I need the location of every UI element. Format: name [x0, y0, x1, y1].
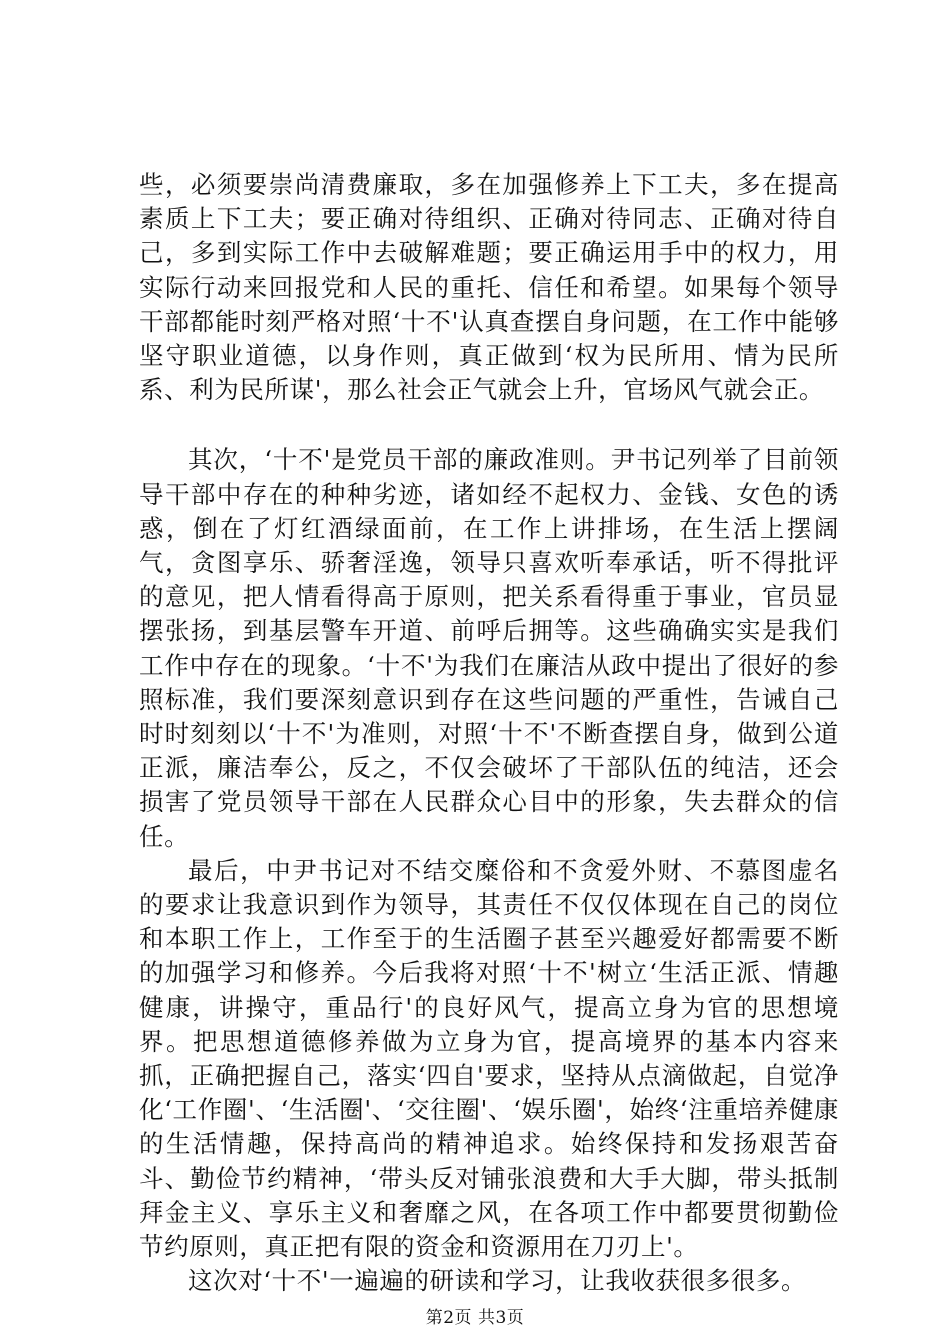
page-footer: 第2页 共3页	[425, 1308, 525, 1328]
document-body	[139, 168, 839, 1299]
paragraph-last-point: 最后，中尹书记对不结交糜俗和不贪爱外财、不慕图虚名的要求让我意识到作为领导，其责任不仅仅体现在自己的岗位和本职工作上，工作至于的生活圈子甚至兴趣爱好都需要不断的加强学习和修养。今后我将对照‘十不'树立‘生活正派、情趣健康，讲操守，重品行'的良好风气，提高立身为官的思想境界。把思想道德修养做为立身为官，提高境界的基本内容来抓，正确把握自己，落实‘四自'要求，坚持从点滴做起，自觉净化‘工作圈'、‘生活圈'、‘交往圈'、‘娱乐圈'，始终‘注重培养健康的生活情趣，保持高尚的精神追求。始终保持和发扬艰苦奋斗、勤俭节约精神，‘带头反对铺张浪费和大手大脚，带头抵制拜金主义、享乐主义和奢靡之风，在各项工作中都要贯彻勤俭节约原则，真正把有限的资金和资源用在刀刃上'。	[139, 855, 839, 1262]
paragraph-conclusion: 这次对‘十不'一遍遍的研读和学习，让我收获很多很多。	[188, 1266, 807, 1296]
paragraph-continued: 些，必须要崇尚清费廉取，多在加强修养上下工夫，多在提高素质上下工夫；要正确对待组织、正确对待同志、正确对待自己，多到实际工作中去破解难题；要正确运用手中的权力，用实际行动来回报党和人民的重托、信任和希望。如果每个领导干部都能时刻严格对照‘十不'认真查摆自身问题，在工作中能够坚守职业道德，以身作则，真正做到‘权为民所用、情为民所系、利为民所谋'，那么社会正气就会上升，官场风气就会正。	[139, 170, 839, 405]
paragraph-second-point: 其次，‘十不'是党员干部的廉政准则。尹书记列举了目前领导干部中存在的种种劣迹，诸如经不起权力、金钱、女色的诱惑，倒在了灯红酒绿面前，在工作上讲排场，在生活上摆阔气，贪图享乐、骄奢淫逸，领导只喜欢听奉承话，听不得批评的意见，把人情看得高于原则，把关系看得重于事业，官员显摆张扬，到基层警车开道、前呼后拥等。这些确确实实是我们工作中存在的现象。‘十不'为我们在廉洁从政中提出了很好的参照标准，我们要深刻意识到存在这些问题的严重性，告诫自己时时刻刻以‘十不'为准则，对照‘十不'不断查摆自身，做到公道正派，廉洁奉公，反之，不仅会破坏了干部队伍的纯洁，还会损害了党员领导干部在人民群众心目中的形象，失去群众的信任。	[139, 445, 839, 851]
